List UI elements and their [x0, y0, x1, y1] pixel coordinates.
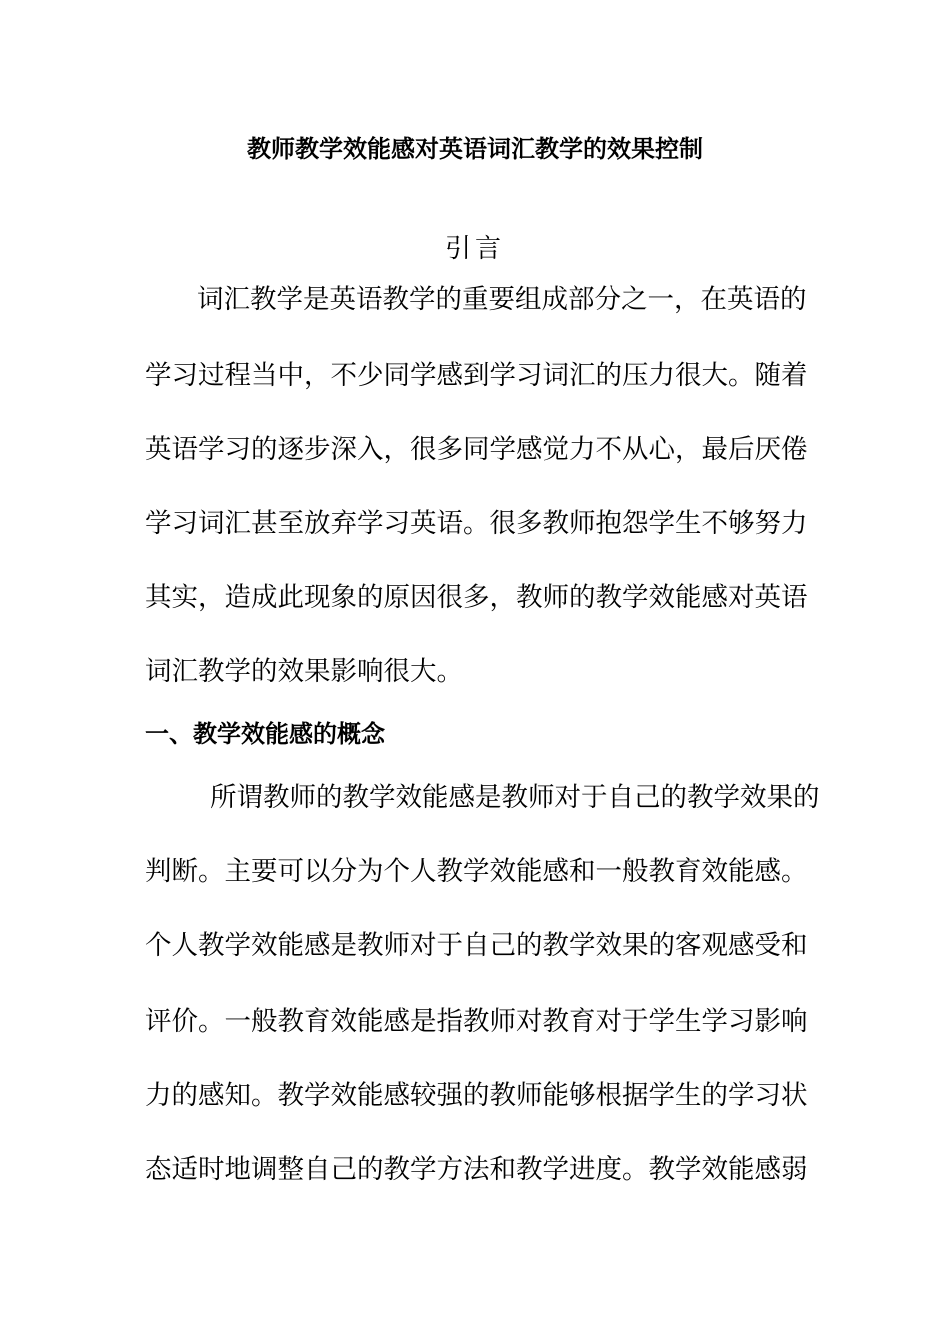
section-line: 态适时地调整自己的教学方法和教学进度。教学效能感弱	[145, 1154, 808, 1185]
section-line: 个人教学效能感是教师对于自己的教学效果的客观感受和	[145, 930, 808, 961]
intro-line: 词汇教学的效果影响很大。	[145, 656, 463, 687]
section-line: 所谓教师的教学效能感是教师对于自己的教学效果的	[210, 782, 820, 813]
section-line: 评价。一般教育效能感是指教师对教育对于学生学习影响	[145, 1006, 808, 1037]
intro-heading: 引言	[444, 234, 505, 264]
section-heading: 一、教学效能感的概念	[145, 720, 385, 748]
intro-line: 学习词汇甚至放弃学习英语。很多教师抱怨学生不够努力	[145, 508, 808, 539]
intro-line: 学习过程当中，不少同学感到学习词汇的压力很大。随着	[145, 360, 808, 391]
section-line: 判断。主要可以分为个人教学效能感和一般教育效能感。	[145, 856, 808, 887]
document-title: 教师教学效能感对英语词汇教学的效果控制	[247, 135, 703, 163]
section-line: 力的感知。教学效能感较强的教师能够根据学生的学习状	[145, 1080, 808, 1111]
intro-line: 其实，造成此现象的原因很多，教师的教学效能感对英语	[145, 582, 808, 613]
intro-line: 英语学习的逐步深入，很多同学感觉力不从心，最后厌倦	[145, 434, 808, 465]
intro-line: 词汇教学是英语教学的重要组成部分之一，在英语的	[197, 284, 807, 315]
